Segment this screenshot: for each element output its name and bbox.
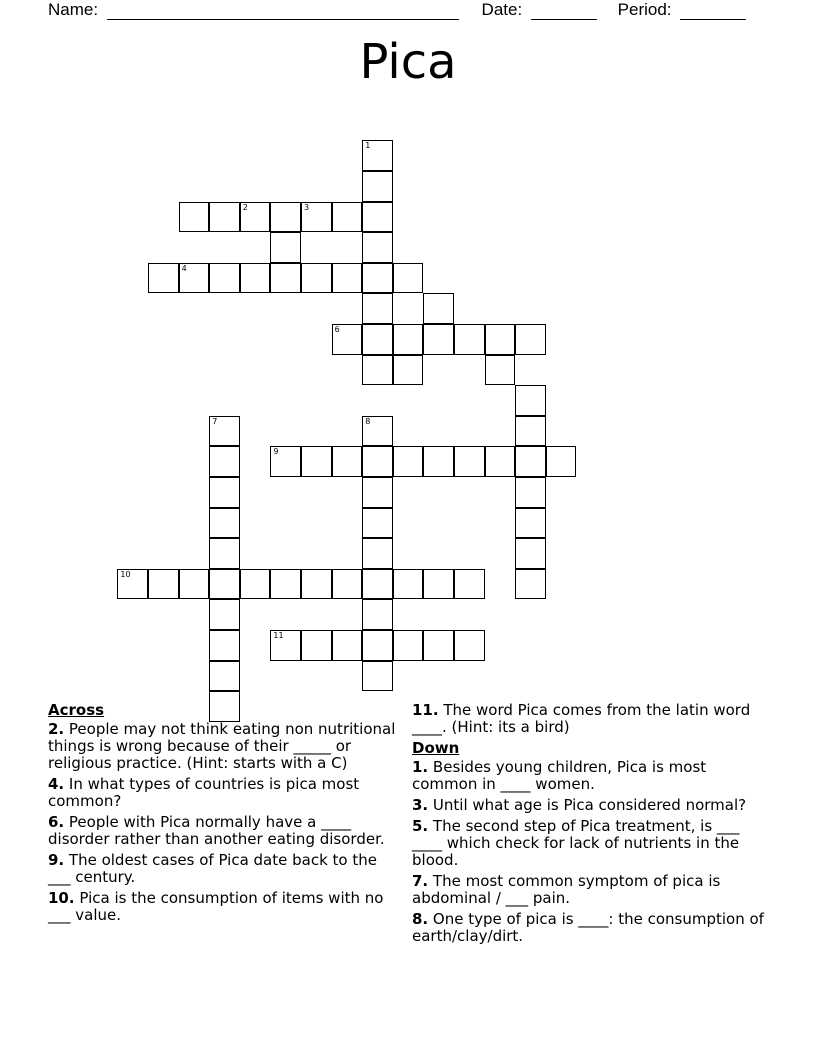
grid-cell[interactable] [485, 355, 516, 386]
clue-down-8 [412, 911, 768, 945]
cell-number: 3 [304, 202, 310, 212]
grid-cell[interactable] [209, 599, 240, 630]
grid-cell[interactable] [515, 538, 546, 569]
clue-number: 4. [48, 775, 65, 793]
clues-column-right [412, 702, 768, 949]
clue-across-6 [48, 814, 398, 848]
grid-cell[interactable] [240, 263, 271, 294]
grid-cell[interactable] [362, 661, 393, 692]
clue-across-9 [48, 852, 398, 886]
grid-cell[interactable] [240, 569, 271, 600]
clue-text: Besides young children, Pica is most common in ____ women. [412, 758, 707, 793]
grid-cell[interactable] [362, 477, 393, 508]
grid-cell[interactable] [209, 416, 240, 447]
grid-cell[interactable] [393, 630, 424, 661]
clue-text: One type of pica is ____: the consumption of earth/clay/dirt. [412, 910, 764, 945]
grid-cell[interactable] [270, 569, 301, 600]
clue-across-2 [48, 721, 398, 772]
clue-text: In what types of countries is pica most common? [48, 775, 360, 810]
grid-cell[interactable] [209, 630, 240, 661]
grid-cell[interactable] [209, 661, 240, 692]
cell-number: 11 [273, 631, 284, 640]
grid-cell[interactable] [270, 630, 301, 661]
clue-text: The word Pica comes from the latin word ____. (Hint: its a bird) [412, 701, 751, 736]
cell-number: 8 [365, 416, 371, 426]
down-heading: Down [412, 739, 460, 757]
clue-number: 7. [412, 872, 429, 890]
grid-cell[interactable] [362, 416, 393, 447]
grid-cell[interactable] [270, 202, 301, 233]
period-label: Period: [617, 0, 672, 19]
clue-text: People with Pica normally have a ____ disorder rather than another eating disorder. [48, 813, 385, 848]
grid-cell[interactable] [332, 630, 363, 661]
cell-number: 7 [212, 416, 218, 426]
grid-cell[interactable] [301, 630, 332, 661]
cell-number: 10 [120, 569, 131, 579]
grid-cell[interactable] [515, 324, 546, 355]
grid-cell[interactable] [515, 416, 546, 447]
cell-number: 2 [242, 202, 248, 212]
clue-text: Pica is the consumption of items with no ___ value. [48, 889, 384, 924]
grid-cell[interactable] [393, 355, 424, 386]
grid-cell[interactable] [423, 293, 454, 324]
grid-cell[interactable] [179, 263, 210, 294]
grid-cell[interactable] [270, 232, 301, 263]
grid-cell[interactable] [209, 446, 240, 477]
grid-cell[interactable] [515, 508, 546, 539]
clue-down-1 [412, 759, 768, 793]
grid-cell[interactable] [209, 202, 240, 233]
grid-cell[interactable] [301, 202, 332, 233]
grid-cell[interactable] [362, 171, 393, 202]
grid-cell[interactable] [515, 446, 546, 477]
grid-cell[interactable] [546, 446, 577, 477]
grid-cell[interactable] [301, 263, 332, 294]
grid-cell[interactable] [332, 263, 363, 294]
clue-text: People may not think eating non nutritional things is wrong because of their _____ or religious practice. (Hint: starts with a C) [48, 720, 396, 772]
grid-cell[interactable] [240, 202, 271, 233]
grid-cell[interactable] [179, 569, 210, 600]
cell-number: 4 [181, 263, 187, 273]
grid-cell[interactable] [454, 569, 485, 600]
grid-cell[interactable] [148, 263, 179, 294]
clue-text: Until what age is Pica considered normal? [432, 796, 747, 814]
cell-number: 9 [273, 447, 279, 457]
grid-cell[interactable] [393, 446, 424, 477]
clue-across-10 [48, 890, 398, 924]
clue-number: 3. [412, 796, 429, 814]
clue-text: The second step of Pica treatment, is ___ ____ which check for lack of nutrients in the blood. [412, 817, 740, 869]
clue-number: 1. [412, 758, 429, 776]
grid-cell[interactable] [423, 324, 454, 355]
clue-text: The oldest cases of Pica date back to the ___ century. [48, 851, 377, 886]
grid-cell[interactable] [270, 263, 301, 294]
grid-cell[interactable] [362, 263, 393, 294]
grid-cell[interactable] [362, 508, 393, 539]
grid-cell[interactable] [454, 446, 485, 477]
grid-cell[interactable] [485, 324, 516, 355]
grid-cell[interactable] [423, 630, 454, 661]
grid-cell[interactable] [393, 263, 424, 294]
date-label: Date: [481, 0, 523, 19]
clue-number: 9. [48, 851, 65, 869]
grid-cell[interactable] [362, 446, 393, 477]
clue-across-11 [412, 702, 768, 736]
grid-cell[interactable] [362, 293, 393, 324]
grid-cell[interactable] [148, 569, 179, 600]
grid-cell[interactable] [362, 538, 393, 569]
grid-cell[interactable] [179, 202, 210, 233]
grid-cell[interactable] [362, 355, 393, 386]
clue-number: 8. [412, 910, 429, 928]
grid-cell[interactable] [515, 569, 546, 600]
grid-cell[interactable] [515, 477, 546, 508]
clue-down-5 [412, 818, 768, 869]
clue-down-3 [412, 797, 768, 814]
clue-number: 10. [48, 889, 75, 907]
grid-cell[interactable] [209, 477, 240, 508]
page-title: Pica [359, 34, 457, 90]
clue-number: 11. [412, 701, 439, 719]
grid-cell[interactable] [393, 324, 424, 355]
grid-cell[interactable] [515, 385, 546, 416]
grid-cell[interactable] [362, 569, 393, 600]
cell-number: 6 [334, 325, 340, 334]
grid-cell[interactable] [332, 202, 363, 233]
grid-cell[interactable] [423, 569, 454, 600]
grid-cell[interactable] [485, 446, 516, 477]
cell-number: 1 [365, 141, 371, 151]
grid-cell[interactable] [270, 446, 301, 477]
grid-cell[interactable] [454, 630, 485, 661]
grid-cell[interactable] [362, 140, 393, 171]
grid-cell[interactable] [454, 324, 485, 355]
clue-across-4 [48, 776, 398, 810]
grid-cell[interactable] [423, 446, 454, 477]
grid-cell[interactable] [362, 202, 393, 233]
grid-cell[interactable] [209, 263, 240, 294]
grid-cell[interactable] [117, 569, 148, 600]
grid-cell[interactable] [362, 324, 393, 355]
grid-cell[interactable] [301, 446, 332, 477]
clue-down-7 [412, 873, 768, 907]
grid-cell[interactable] [209, 538, 240, 569]
grid-cell[interactable] [209, 508, 240, 539]
grid-cell[interactable] [332, 569, 363, 600]
grid-cell[interactable] [209, 569, 240, 600]
clue-number: 6. [48, 813, 65, 831]
name-label: Name: [48, 0, 99, 19]
across-heading: Across [48, 701, 105, 719]
grid-cell[interactable] [362, 599, 393, 630]
grid-cell[interactable] [301, 569, 332, 600]
grid-cell[interactable] [332, 446, 363, 477]
grid-cell[interactable] [362, 232, 393, 263]
clue-number: 5. [412, 817, 429, 835]
grid-cell[interactable] [332, 324, 363, 355]
grid-cell[interactable] [362, 630, 393, 661]
clues-column-left [48, 702, 398, 928]
clue-text: The most common symptom of pica is abdominal / ___ pain. [412, 872, 721, 907]
clue-number: 2. [48, 720, 65, 738]
grid-cell[interactable] [393, 569, 424, 600]
